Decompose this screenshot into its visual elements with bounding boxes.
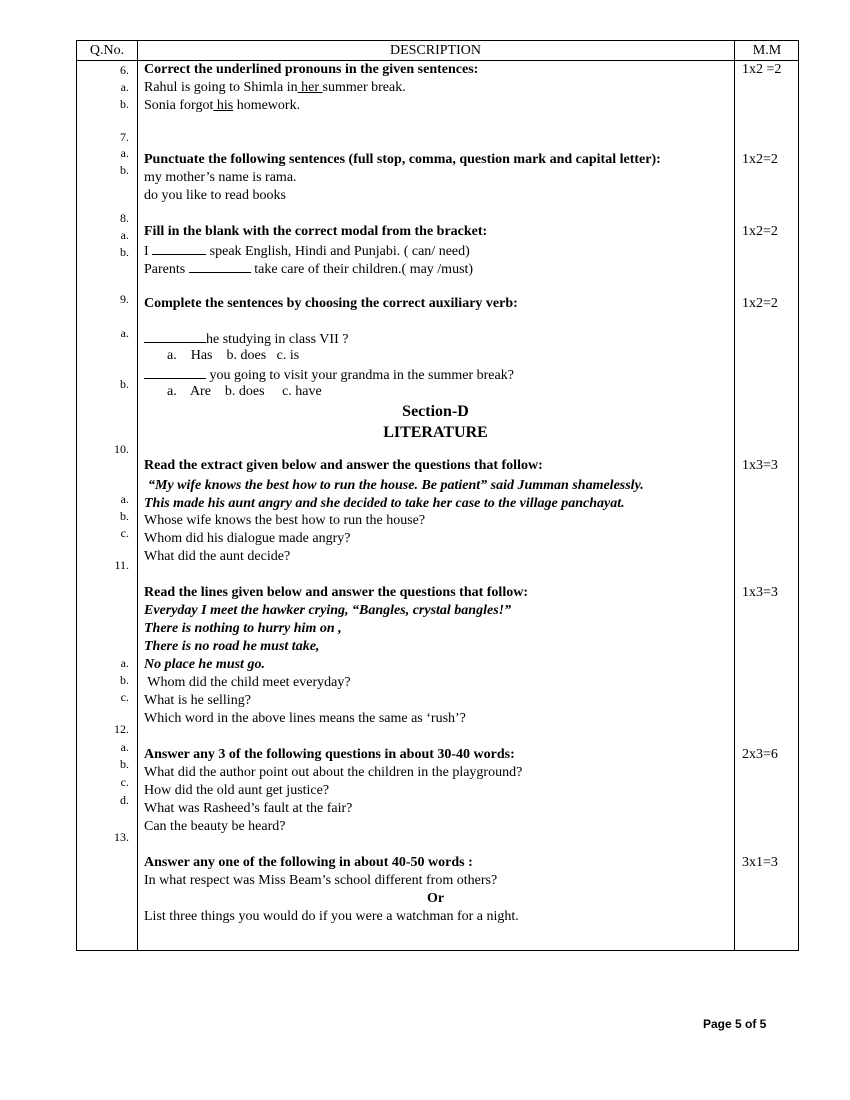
- sub-label: a.: [120, 326, 129, 340]
- header-description: DESCRIPTION: [389, 43, 481, 58]
- question-line: he studying in class VII ?: [144, 329, 348, 349]
- sub-label: a.: [120, 80, 129, 94]
- poem-line: Everyday I meet the hawker crying, “Bangles, crystal bangles!”: [144, 603, 512, 618]
- question-number: 10.: [114, 442, 129, 456]
- answer-blank: [189, 259, 251, 273]
- answer-blank: [152, 241, 206, 255]
- sub-label: c.: [120, 526, 129, 540]
- sub-label: b.: [120, 757, 129, 771]
- sub-label: b.: [120, 163, 129, 177]
- question-number: 13.: [114, 830, 129, 844]
- answer-blank: [144, 365, 206, 379]
- question-line: Rahul is going to Shimla in her summer break.: [144, 80, 406, 95]
- sub-label: b.: [120, 509, 129, 523]
- answer-options: a. Has b. does c. is: [167, 348, 300, 363]
- poem-line: There is no road he must take,: [144, 639, 320, 654]
- question-line: you going to visit your grandma in the summer break?: [144, 365, 514, 385]
- question-line: Whose wife knows the best how to run the house?: [144, 513, 426, 528]
- marks: 1x2 =2: [742, 62, 782, 77]
- question-line: Whom did the child meet everyday?: [144, 675, 351, 690]
- question-number: 7.: [120, 130, 129, 144]
- question-line: How did the old aunt get justice?: [144, 783, 330, 798]
- answer-options: a. Are b. does c. have: [167, 384, 322, 399]
- question-line: Sonia forgot his homework.: [144, 98, 301, 113]
- sub-label: a.: [120, 740, 129, 754]
- sub-label: b.: [120, 97, 129, 111]
- extract-line: “My wife knows the best how to run the house. Be patient” said Jumman shamelessly.: [148, 478, 644, 493]
- sub-label: c.: [120, 690, 129, 704]
- column-divider: [137, 41, 138, 950]
- question-line: What is he selling?: [144, 693, 251, 708]
- marks: 1x2=2: [742, 224, 778, 239]
- question-line: I speak English, Hindi and Punjabi. ( can/ need): [144, 241, 470, 261]
- question-number: 6.: [120, 63, 129, 77]
- question-line: Which word in the above lines means the same as ‘rush’?: [144, 711, 466, 726]
- question-line: Parents take care of their children.( may /must): [144, 259, 473, 279]
- question-line: my mother’s name is rama.: [144, 170, 297, 185]
- sub-label: b.: [120, 377, 129, 391]
- marks: 1x3=3: [742, 458, 778, 473]
- sub-label: b.: [120, 245, 129, 259]
- marks: 1x2=2: [742, 152, 778, 167]
- poem-line: There is nothing to hurry him on ,: [144, 621, 342, 636]
- question-title: Answer any one of the following in about 40-50 words :: [144, 855, 473, 870]
- question-line: do you like to read books: [144, 188, 286, 203]
- marks: 1x2=2: [742, 296, 778, 311]
- question-line: Can the beauty be heard?: [144, 819, 286, 834]
- question-title: Answer any 3 of the following questions in about 30-40 words:: [144, 747, 515, 762]
- question-line: List three things you would do if you were a watchman for a night.: [144, 909, 519, 924]
- or-separator: Or: [426, 891, 445, 906]
- marks: 2x3=6: [742, 747, 778, 762]
- question-line: Whom did his dialogue made angry?: [144, 531, 351, 546]
- section-title: LITERATURE: [383, 424, 488, 441]
- extract-line: This made his aunt angry and she decided to take her case to the village panchayat.: [144, 496, 625, 511]
- sub-label: a.: [120, 656, 129, 670]
- question-title: Fill in the blank with the correct modal from the bracket:: [144, 224, 488, 239]
- question-table: [76, 40, 799, 951]
- question-number: 8.: [120, 211, 129, 225]
- question-title: Complete the sentences by choosing the correct auxiliary verb:: [144, 296, 518, 311]
- question-title: Punctuate the following sentences (full stop, comma, question mark and capital letter):: [144, 152, 661, 167]
- question-title: Read the extract given below and answer the questions that follow:: [144, 458, 543, 473]
- sub-label: a.: [120, 228, 129, 242]
- section-name: Section-D: [402, 403, 469, 420]
- question-line: What did the aunt decide?: [144, 549, 291, 564]
- marks: 3x1=3: [742, 855, 778, 870]
- poem-line: No place he must go.: [144, 657, 265, 672]
- question-line: What did the author point out about the children in the playground?: [144, 765, 523, 780]
- column-divider: [734, 41, 735, 950]
- sub-label: a.: [120, 146, 129, 160]
- question-line: What was Rasheed’s fault at the fair?: [144, 801, 353, 816]
- question-title: Correct the underlined pronouns in the given sentences:: [144, 62, 479, 77]
- sub-label: b.: [120, 673, 129, 687]
- answer-blank: [144, 329, 206, 343]
- page-number: Page 5 of 5: [703, 1017, 767, 1031]
- header-qno: Q.No.: [89, 43, 125, 58]
- question-number: 12.: [114, 722, 129, 736]
- marks: 1x3=3: [742, 585, 778, 600]
- sub-label: c.: [120, 775, 129, 789]
- question-line: In what respect was Miss Beam’s school different from others?: [144, 873, 498, 888]
- question-title: Read the lines given below and answer the questions that follow:: [144, 585, 528, 600]
- header-marks: M.M: [752, 43, 782, 58]
- question-number: 11.: [114, 558, 129, 572]
- sub-label: a.: [120, 492, 129, 506]
- sub-label: d.: [120, 793, 129, 807]
- question-number: 9.: [120, 292, 129, 306]
